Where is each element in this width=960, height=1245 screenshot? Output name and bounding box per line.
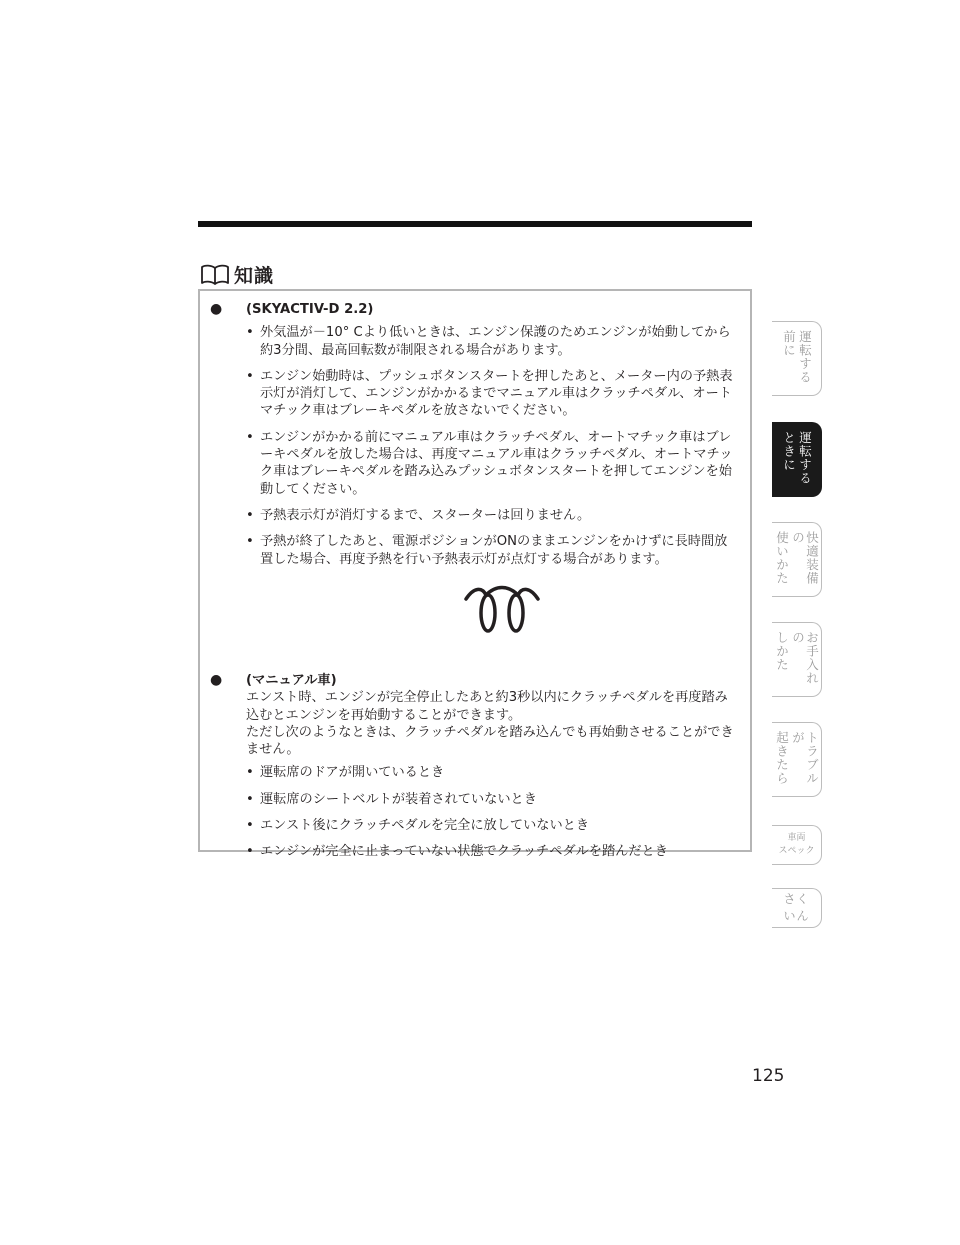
tab-label: お手入れの xyxy=(790,631,820,685)
tab-troubleshooting[interactable] xyxy=(772,722,822,797)
note-skyactiv xyxy=(210,301,740,577)
list-item: • エンジンがかかる前にマニュアル車はクラッチペダル、オートマチック車はブレーキペダルを放した場合は、再度マニュアル車はクラッチペダル、オートマチック車はブレーキペダルを踏み込みプッシュボタンスタートを押してエンジンを始動してください。 xyxy=(240,429,740,498)
tab-label: いん xyxy=(783,909,810,923)
list-item: • エンジン始動時は、プッシュボタンスタートを押したあと、メーター内の予熱表示灯が消灯して、エンジンがかかるまでマニュアル車はクラッチペダル、オートマチック車はブレーキペダルを放さないでください。 xyxy=(240,368,740,420)
note-heading: (SKYACTIV-D 2.2) xyxy=(246,302,374,317)
note-subitems xyxy=(210,764,740,860)
tab-label: 運転する xyxy=(797,431,813,485)
bullet-icon: ● xyxy=(210,301,223,317)
book-icon xyxy=(200,263,230,285)
tab-label: 使いかた xyxy=(774,531,790,585)
list-item: • 予熱が終了したあと、電源ポジションがONのままエンジンをかけずに長時間放置した場合、再度予熱を行い予熱表示灯が点灯する場合があります。 xyxy=(240,533,740,568)
tab-label: 車両 xyxy=(787,833,806,843)
glow-plug-indicator-icon xyxy=(462,585,542,637)
list-item: • エンスト後にクラッチペダルを完全に放していないとき xyxy=(240,817,740,834)
tab-comfort-features[interactable] xyxy=(772,522,822,597)
tab-label: 快適装備の xyxy=(790,531,820,585)
tab-label: さく xyxy=(783,892,810,906)
list-item: • エンジンが完全に止まっていない状態でクラッチペダルを踏んだとき xyxy=(240,843,740,860)
bullet-icon: ● xyxy=(210,672,223,688)
tab-label: ときに xyxy=(781,431,797,472)
section-top-rule xyxy=(198,221,752,227)
tab-vehicle-specs[interactable] xyxy=(772,825,822,865)
list-item: • 外気温が－10° Cより低いときは、エンジン保護のためエンジンが始動してから約3分間、最高回転数が制限される場合があります。 xyxy=(240,324,740,359)
tab-index[interactable] xyxy=(772,888,822,928)
tab-label: 運転する xyxy=(797,330,813,384)
tab-label: スペック xyxy=(778,846,815,856)
list-item: • 運転席のシートベルトが装着されていないとき xyxy=(240,791,740,808)
tab-while-driving[interactable] xyxy=(772,422,822,497)
tab-before-driving[interactable] xyxy=(772,321,822,396)
page-number: 125 xyxy=(752,1066,785,1086)
note-body: ただし次のようなときは、クラッチペダルを踏み込んでも再始動させることができません。 xyxy=(246,724,734,758)
tab-label: 起きたら xyxy=(774,731,790,785)
note-heading: (マニュアル車) xyxy=(246,673,337,688)
section-title: 知識 xyxy=(234,264,275,287)
tab-maintenance[interactable] xyxy=(772,622,822,697)
section-header xyxy=(200,262,274,286)
knowledge-box xyxy=(198,289,752,860)
note-manual xyxy=(210,672,740,870)
note-body: エンスト時、エンジンが完全停止したあと約3秒以内にクラッチペダルを再度踏み込むとエンジンを再始動することができます。 xyxy=(246,690,728,723)
tab-label: トラブルが xyxy=(790,731,820,785)
tab-label: 前に xyxy=(781,330,797,357)
list-item: • 予熱表示灯が消灯するまで、スターターは回りません。 xyxy=(240,507,740,524)
tab-label: しかた xyxy=(774,631,790,672)
list-item: • 運転席のドアが開いているとき xyxy=(240,764,740,781)
note-subitems xyxy=(210,324,740,568)
